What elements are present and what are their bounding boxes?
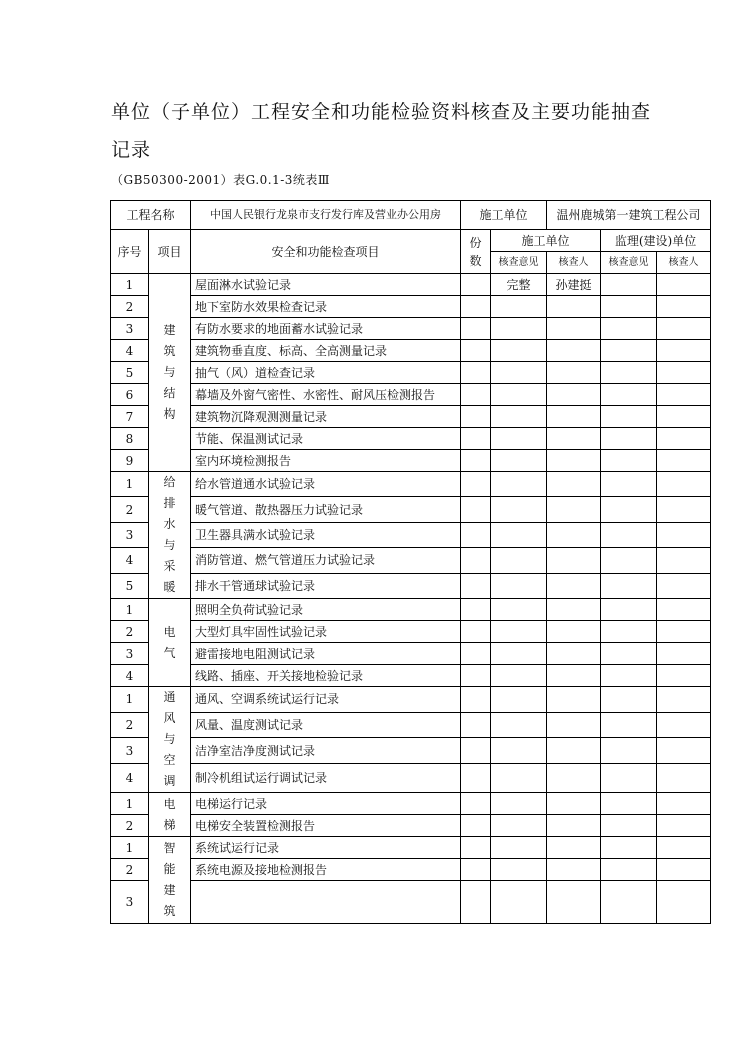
row-number: 1 (111, 687, 149, 713)
copies-cell (461, 881, 491, 924)
table-row (111, 497, 711, 522)
contractor-checker-cell (547, 340, 601, 362)
contractor-opinion-cell (491, 793, 547, 815)
row-number: 8 (111, 428, 149, 450)
table-row (111, 406, 711, 428)
check-item-text: 屋面淋水试验记录 (191, 274, 461, 296)
check-item-text: 线路、插座、开关接地检验记录 (191, 665, 461, 687)
supervisor-opinion-cell (601, 340, 657, 362)
contractor-opinion-cell (491, 599, 547, 621)
row-number: 2 (111, 621, 149, 643)
row-number: 1 (111, 274, 149, 296)
contractor-checker-header: 核查人 (547, 252, 601, 274)
row-number: 5 (111, 573, 149, 598)
supervisor-checker-cell (657, 296, 711, 318)
check-item-text: 有防水要求的地面蓄水试验记录 (191, 318, 461, 340)
contractor-checker-cell (547, 384, 601, 406)
copies-cell (461, 450, 491, 472)
supervisor-opinion-cell (601, 428, 657, 450)
contractor-opinion-cell (491, 815, 547, 837)
inspection-table (110, 200, 711, 924)
group-name-char: 能 (163, 862, 176, 876)
contractor-checker-cell (547, 621, 601, 643)
copies-cell (461, 274, 491, 296)
contractor-checker-cell (547, 472, 601, 497)
contractor-checker-cell (547, 643, 601, 665)
row-number: 4 (111, 340, 149, 362)
table-row (111, 793, 711, 815)
group-name (149, 687, 191, 793)
table-row (111, 428, 711, 450)
table-row (111, 384, 711, 406)
group-name-char: 与 (163, 365, 176, 379)
contractor-opinion-cell (491, 450, 547, 472)
seq-header: 序号 (111, 230, 149, 274)
group-name (149, 599, 191, 687)
copies-cell (461, 497, 491, 522)
supervisor-checker-cell (657, 384, 711, 406)
check-item-text: 消防管道、燃气管道压力试验记录 (191, 548, 461, 573)
contractor-opinion-cell (491, 340, 547, 362)
check-item-text: 地下室防水效果检查记录 (191, 296, 461, 318)
table-row (111, 712, 711, 738)
supervisor-checker-cell (657, 522, 711, 547)
supervisor-checker-cell (657, 472, 711, 497)
table-row (111, 859, 711, 881)
check-item-text: 幕墙及外窗气密性、水密性、耐风压检测报告 (191, 384, 461, 406)
supervisor-checker-cell (657, 859, 711, 881)
supervisor-opinion-cell (601, 450, 657, 472)
check-item-text: 系统电源及接地检测报告 (191, 859, 461, 881)
contractor-opinion-cell (491, 738, 547, 764)
group-name-char: 采 (163, 559, 176, 573)
contractor-checker-cell (547, 665, 601, 687)
check-item-text: 建筑物垂直度、标高、全高测量记录 (191, 340, 461, 362)
check-item-text: 暖气管道、散热器压力试验记录 (191, 497, 461, 522)
copies-cell (461, 643, 491, 665)
table-row (111, 599, 711, 621)
contractor-opinion-cell (491, 712, 547, 738)
contractor-checker-cell (547, 881, 601, 924)
copies-cell (461, 573, 491, 598)
supervisor-opinion-cell (601, 837, 657, 859)
contractor-checker-cell (547, 687, 601, 713)
supervisor-opinion-cell (601, 763, 657, 792)
check-item-text: 电梯安全装置检测报告 (191, 815, 461, 837)
contractor-opinion-header: 核查意见 (491, 252, 547, 274)
group-name-char: 与 (163, 538, 176, 552)
group-name-char: 暖 (163, 580, 176, 594)
supervisor-opinion-cell (601, 738, 657, 764)
check-item-text: 建筑物沉降观测测量记录 (191, 406, 461, 428)
copies-cell (461, 793, 491, 815)
check-item-text (191, 881, 461, 924)
table-row (111, 548, 711, 573)
supervisor-opinion-cell (601, 599, 657, 621)
supervisor-opinion-cell (601, 815, 657, 837)
contractor-checker-cell (547, 859, 601, 881)
contractor-checker-cell: 孙建挺 (547, 274, 601, 296)
supervisor-checker-cell (657, 815, 711, 837)
supervisor-opinion-cell (601, 573, 657, 598)
copies-cell (461, 687, 491, 713)
copies-cell (461, 621, 491, 643)
supervisor-checker-cell (657, 665, 711, 687)
contractor-checker-cell (547, 450, 601, 472)
supervisor-opinion-cell (601, 881, 657, 924)
copies-cell (461, 472, 491, 497)
group-name (149, 793, 191, 837)
table-row (111, 573, 711, 598)
supervisor-opinion-cell (601, 712, 657, 738)
contractor-checker-cell (547, 497, 601, 522)
contractor-checker-cell (547, 815, 601, 837)
contractor-checker-cell (547, 793, 601, 815)
supervisor-checker-cell (657, 497, 711, 522)
contractor-checker-cell (547, 406, 601, 428)
contractor-checker-cell (547, 763, 601, 792)
group-name-char: 筑 (163, 904, 176, 918)
row-number: 9 (111, 450, 149, 472)
check-item-text: 室内环境检测报告 (191, 450, 461, 472)
group-name-char: 结 (163, 386, 176, 400)
supervisor-checker-cell (657, 793, 711, 815)
group-name-char: 梯 (163, 817, 176, 832)
group-name (149, 274, 191, 472)
supervisor-opinion-cell (601, 793, 657, 815)
contractor-opinion-cell (491, 643, 547, 665)
supervisor-checker-cell (657, 362, 711, 384)
supervisor-checker-header: 核查人 (657, 252, 711, 274)
contractor-checker-cell (547, 548, 601, 573)
supervisor-opinion-cell (601, 296, 657, 318)
table-row (111, 621, 711, 643)
supervisor-checker-cell (657, 643, 711, 665)
copies-cell (461, 815, 491, 837)
copies-header: 份数 (461, 230, 491, 274)
check-item-text: 抽气（风）道检查记录 (191, 362, 461, 384)
table-row (111, 362, 711, 384)
copies-cell (461, 859, 491, 881)
project-name-value: 中国人民银行龙泉市支行发行库及营业办公用房 (191, 201, 461, 230)
table-row (111, 687, 711, 713)
check-item-text: 给水管道通水试验记录 (191, 472, 461, 497)
copies-cell (461, 712, 491, 738)
contractor-checker-cell (547, 362, 601, 384)
supervisor-col-header: 监理(建设)单位 (601, 230, 711, 252)
check-item-text: 制冷机组试运行调试记录 (191, 763, 461, 792)
copies-cell (461, 837, 491, 859)
table-row (111, 274, 711, 296)
table-row (111, 522, 711, 547)
group-name-char: 智 (163, 841, 176, 855)
supervisor-opinion-cell (601, 687, 657, 713)
group-name (149, 472, 191, 599)
contractor-checker-cell (547, 599, 601, 621)
check-item-text: 电梯运行记录 (191, 793, 461, 815)
group-name-char: 筑 (163, 344, 176, 358)
supervisor-opinion-cell (601, 472, 657, 497)
group-name-char: 通 (163, 690, 176, 704)
page-title: 单位（子单位）工程安全和功能检验资料核查及主要功能抽查记录 (111, 101, 652, 161)
table-row (111, 450, 711, 472)
row-number: 4 (111, 548, 149, 573)
supervisor-opinion-header: 核查意见 (601, 252, 657, 274)
copies-cell (461, 738, 491, 764)
supervisor-checker-cell (657, 687, 711, 713)
group-name-char: 风 (163, 711, 176, 725)
table-row (111, 643, 711, 665)
group-name-char: 电 (163, 796, 176, 811)
contractor-label: 施工单位 (461, 201, 547, 230)
row-number: 3 (111, 522, 149, 547)
supervisor-checker-cell (657, 274, 711, 296)
supervisor-checker-cell (657, 340, 711, 362)
contractor-opinion-cell (491, 497, 547, 522)
contractor-opinion-cell (491, 621, 547, 643)
copies-cell (461, 296, 491, 318)
copies-cell (461, 384, 491, 406)
check-item-text: 通风、空调系统试运行记录 (191, 687, 461, 713)
group-name-char: 电 (163, 624, 176, 639)
row-number: 4 (111, 763, 149, 792)
copies-cell (461, 406, 491, 428)
row-number: 1 (111, 599, 149, 621)
supervisor-checker-cell (657, 712, 711, 738)
row-number: 7 (111, 406, 149, 428)
copies-cell (461, 340, 491, 362)
row-number: 2 (111, 296, 149, 318)
check-item-text: 节能、保温测试记录 (191, 428, 461, 450)
contractor-checker-cell (547, 522, 601, 547)
copies-cell (461, 665, 491, 687)
contractor-opinion-cell (491, 406, 547, 428)
contractor-value: 温州鹿城第一建筑工程公司 (547, 201, 711, 230)
row-number: 1 (111, 837, 149, 859)
check-item-text: 避雷接地电阻测试记录 (191, 643, 461, 665)
check-item-text: 系统试运行记录 (191, 837, 461, 859)
table-row (111, 738, 711, 764)
group-name-char: 构 (163, 407, 176, 421)
copies-cell (461, 548, 491, 573)
group-name-char: 水 (163, 517, 176, 531)
supervisor-checker-cell (657, 428, 711, 450)
group-name-char: 空 (163, 753, 176, 767)
row-number: 4 (111, 665, 149, 687)
table-row (111, 837, 711, 859)
table-row (111, 815, 711, 837)
supervisor-checker-cell (657, 621, 711, 643)
group-name-char: 调 (163, 774, 176, 788)
table-row (111, 472, 711, 497)
contractor-opinion-cell (491, 428, 547, 450)
table-row (111, 763, 711, 792)
check-item-text: 排水干管通球试验记录 (191, 573, 461, 598)
supervisor-checker-cell (657, 406, 711, 428)
contractor-checker-cell (547, 296, 601, 318)
group-name-char: 建 (163, 323, 176, 337)
contractor-checker-cell (547, 428, 601, 450)
row-number: 2 (111, 712, 149, 738)
contractor-checker-cell (547, 738, 601, 764)
contractor-checker-cell (547, 318, 601, 340)
check-item-text: 洁净室洁净度测试记录 (191, 738, 461, 764)
copies-cell (461, 362, 491, 384)
check-item-text: 卫生器具满水试验记录 (191, 522, 461, 547)
check-item-text: 大型灯具牢固性试验记录 (191, 621, 461, 643)
copies-cell (461, 599, 491, 621)
contractor-opinion-cell (491, 384, 547, 406)
form-code: （GB50300-2001）表G.0.1-3统表Ⅲ (111, 173, 330, 187)
supervisor-opinion-cell (601, 406, 657, 428)
supervisor-opinion-cell (601, 643, 657, 665)
contractor-opinion-cell (491, 318, 547, 340)
supervisor-opinion-cell (601, 318, 657, 340)
contractor-opinion-cell (491, 472, 547, 497)
supervisor-opinion-cell (601, 522, 657, 547)
item-header: 项目 (149, 230, 191, 274)
supervisor-checker-cell (657, 548, 711, 573)
supervisor-checker-cell (657, 763, 711, 792)
row-number: 6 (111, 384, 149, 406)
contractor-checker-cell (547, 712, 601, 738)
contractor-opinion-cell: 完整 (491, 274, 547, 296)
supervisor-checker-cell (657, 318, 711, 340)
group-name (149, 837, 191, 924)
supervisor-opinion-cell (601, 859, 657, 881)
contractor-opinion-cell (491, 296, 547, 318)
row-number: 3 (111, 738, 149, 764)
table-row (111, 318, 711, 340)
copies-cell (461, 318, 491, 340)
group-name-char: 与 (163, 732, 176, 746)
contractor-opinion-cell (491, 763, 547, 792)
group-name-char: 建 (163, 883, 176, 897)
check-item-text: 照明全负荷试验记录 (191, 599, 461, 621)
row-number: 3 (111, 881, 149, 924)
contractor-opinion-cell (491, 859, 547, 881)
contractor-opinion-cell (491, 881, 547, 924)
row-number: 3 (111, 318, 149, 340)
contractor-opinion-cell (491, 362, 547, 384)
project-name-label: 工程名称 (111, 201, 191, 230)
row-number: 2 (111, 859, 149, 881)
contractor-opinion-cell (491, 522, 547, 547)
supervisor-checker-cell (657, 599, 711, 621)
supervisor-opinion-cell (601, 274, 657, 296)
row-number: 2 (111, 815, 149, 837)
supervisor-checker-cell (657, 573, 711, 598)
supervisor-opinion-cell (601, 665, 657, 687)
row-number: 1 (111, 472, 149, 497)
contractor-checker-cell (547, 837, 601, 859)
supervisor-checker-cell (657, 837, 711, 859)
check-item-text: 风量、温度测试记录 (191, 712, 461, 738)
supervisor-checker-cell (657, 881, 711, 924)
group-name-char: 排 (163, 496, 176, 510)
row-number: 1 (111, 793, 149, 815)
group-name-char: 给 (163, 475, 176, 489)
table-row (111, 881, 711, 924)
supervisor-opinion-cell (601, 362, 657, 384)
supervisor-opinion-cell (601, 548, 657, 573)
table-row (111, 665, 711, 687)
contractor-opinion-cell (491, 573, 547, 598)
contractor-checker-cell (547, 573, 601, 598)
table-row (111, 296, 711, 318)
table-row (111, 340, 711, 362)
row-number: 3 (111, 643, 149, 665)
supervisor-checker-cell (657, 738, 711, 764)
row-number: 2 (111, 497, 149, 522)
group-name-char: 气 (163, 645, 176, 660)
contractor-col-header: 施工单位 (491, 230, 601, 252)
supervisor-opinion-cell (601, 384, 657, 406)
contractor-opinion-cell (491, 548, 547, 573)
copies-cell (461, 763, 491, 792)
copies-cell (461, 522, 491, 547)
supervisor-checker-cell (657, 450, 711, 472)
contractor-opinion-cell (491, 837, 547, 859)
row-number: 5 (111, 362, 149, 384)
check-item-header: 安全和功能检查项目 (191, 230, 461, 274)
contractor-opinion-cell (491, 687, 547, 713)
supervisor-opinion-cell (601, 621, 657, 643)
contractor-opinion-cell (491, 665, 547, 687)
copies-cell (461, 428, 491, 450)
supervisor-opinion-cell (601, 497, 657, 522)
